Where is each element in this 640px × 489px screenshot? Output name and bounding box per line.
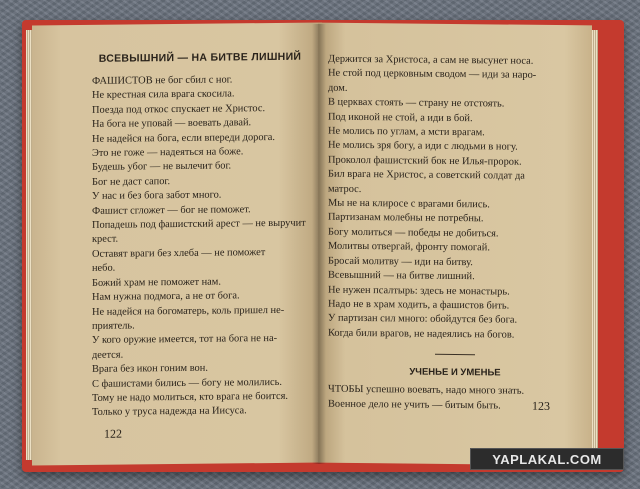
text-line: Богу молиться — победы не добиться. <box>328 226 499 240</box>
text-line: Под иконой не стой, а иди в бой. <box>328 111 473 124</box>
text-line: Попадешь под фашистский арест — не выручит <box>92 217 306 231</box>
text-line: Бог не даст сапог. <box>92 175 171 188</box>
page-number-left: 122 <box>104 426 122 441</box>
text-line: Божий храм не поможет нам. <box>92 276 221 289</box>
section-title: УЧЕНЬЕ И УМЕНЬЕ <box>409 366 501 379</box>
text-line: У нас и без бога забот много. <box>92 189 222 203</box>
text-line: матрос. <box>328 183 362 195</box>
text-line: Не надейся на бога, если впереди дорога. <box>92 131 276 145</box>
text-line: ЧТОБЫ успешно воевать, надо много знать. <box>328 383 525 397</box>
text-line: Не молись зря богу, а иди с людьми в ногу. <box>328 140 518 154</box>
text-line: Будешь убог — не вылечит бог. <box>92 160 232 174</box>
text-line: Когда били врагов, не надеялись на богов. <box>328 327 515 341</box>
text-line: Не надейся на богоматерь, коль пришел не- <box>92 304 285 318</box>
text-line: Поезда под откос спускает не Христос. <box>92 102 266 116</box>
text-line: Всевышний — на битве лишний. <box>328 269 475 283</box>
text-line: деется. <box>92 349 124 361</box>
text-line: Держится за Христоса, а сам не высунет носа. <box>328 53 534 67</box>
text-line: Нам нужна подмога, а не от бога. <box>92 290 240 303</box>
text-line: Проколол фашистский бок не Илья-пророк. <box>328 154 522 168</box>
text-line: Надо не в храм ходить, а фашистов бить. <box>328 298 510 312</box>
text-line: ФАШИСТОВ не бог сбил с ног. <box>92 74 233 87</box>
text-line: Партизанам молебны не потребны. <box>328 212 484 225</box>
text-line: Фашист сгложет — бог не поможет. <box>92 203 251 217</box>
text-line: Врага без икон гоним вон. <box>92 362 208 376</box>
text-line: Не нужен псалтырь: здесь не монастырь. <box>328 284 510 298</box>
text-line: Бросай молитву — иди на битву. <box>328 255 473 268</box>
section-divider <box>435 354 475 355</box>
book-spine-shadow <box>312 24 326 464</box>
text-line: В церквах стоять — страну не отстоять. <box>328 96 505 110</box>
text-line: На бога не уповай — воевать давай. <box>92 117 252 131</box>
text-line: приятель. <box>92 320 135 332</box>
watermark: YAPLAKAL.COM <box>470 448 624 470</box>
text-line: крест. <box>92 234 119 246</box>
text-line: дом. <box>328 82 348 94</box>
right-page-lines <box>328 53 582 344</box>
text-line: Это не гоже — надеяться на боже. <box>92 146 244 159</box>
text-line: Оставят враги без хлеба — не поможет <box>92 246 266 260</box>
text-line: Только у труса надежда на Иисуса. <box>92 405 247 419</box>
left-page-lines <box>92 73 308 421</box>
text-line: Бил врага не Христос, а советский солдат да <box>328 168 525 182</box>
running-head: ВСЕВЫШНИЙ — НА БИТВЕ ЛИШНИЙ <box>98 50 302 65</box>
text-line: Не стой под церковным сводом — иди за наро- <box>328 68 537 82</box>
right-page <box>318 23 592 466</box>
text-line: Молитвы отвергай, фронту помогай. <box>328 240 490 254</box>
text-line: Не крестная сила врага скосила. <box>92 88 235 102</box>
page-number-right: 123 <box>532 398 550 413</box>
text-line: Тому не надо молиться, кто врага не боится. <box>92 390 288 404</box>
text-line: С фашистами бились — богу не молились. <box>92 376 282 390</box>
text-line: Мы не на клиросе с врагами бились. <box>328 197 490 211</box>
text-line: небо. <box>92 262 116 275</box>
text-line: Не молись по углам, а мсти врагам. <box>328 125 485 139</box>
text-line: У партизан сил много: обойдутся без бога. <box>328 312 518 326</box>
left-page <box>32 22 322 465</box>
text-line: Военное дело не учить — битым быть. <box>328 398 501 412</box>
text-line: У кого оружие имеется, тот на бога не на- <box>92 333 278 347</box>
